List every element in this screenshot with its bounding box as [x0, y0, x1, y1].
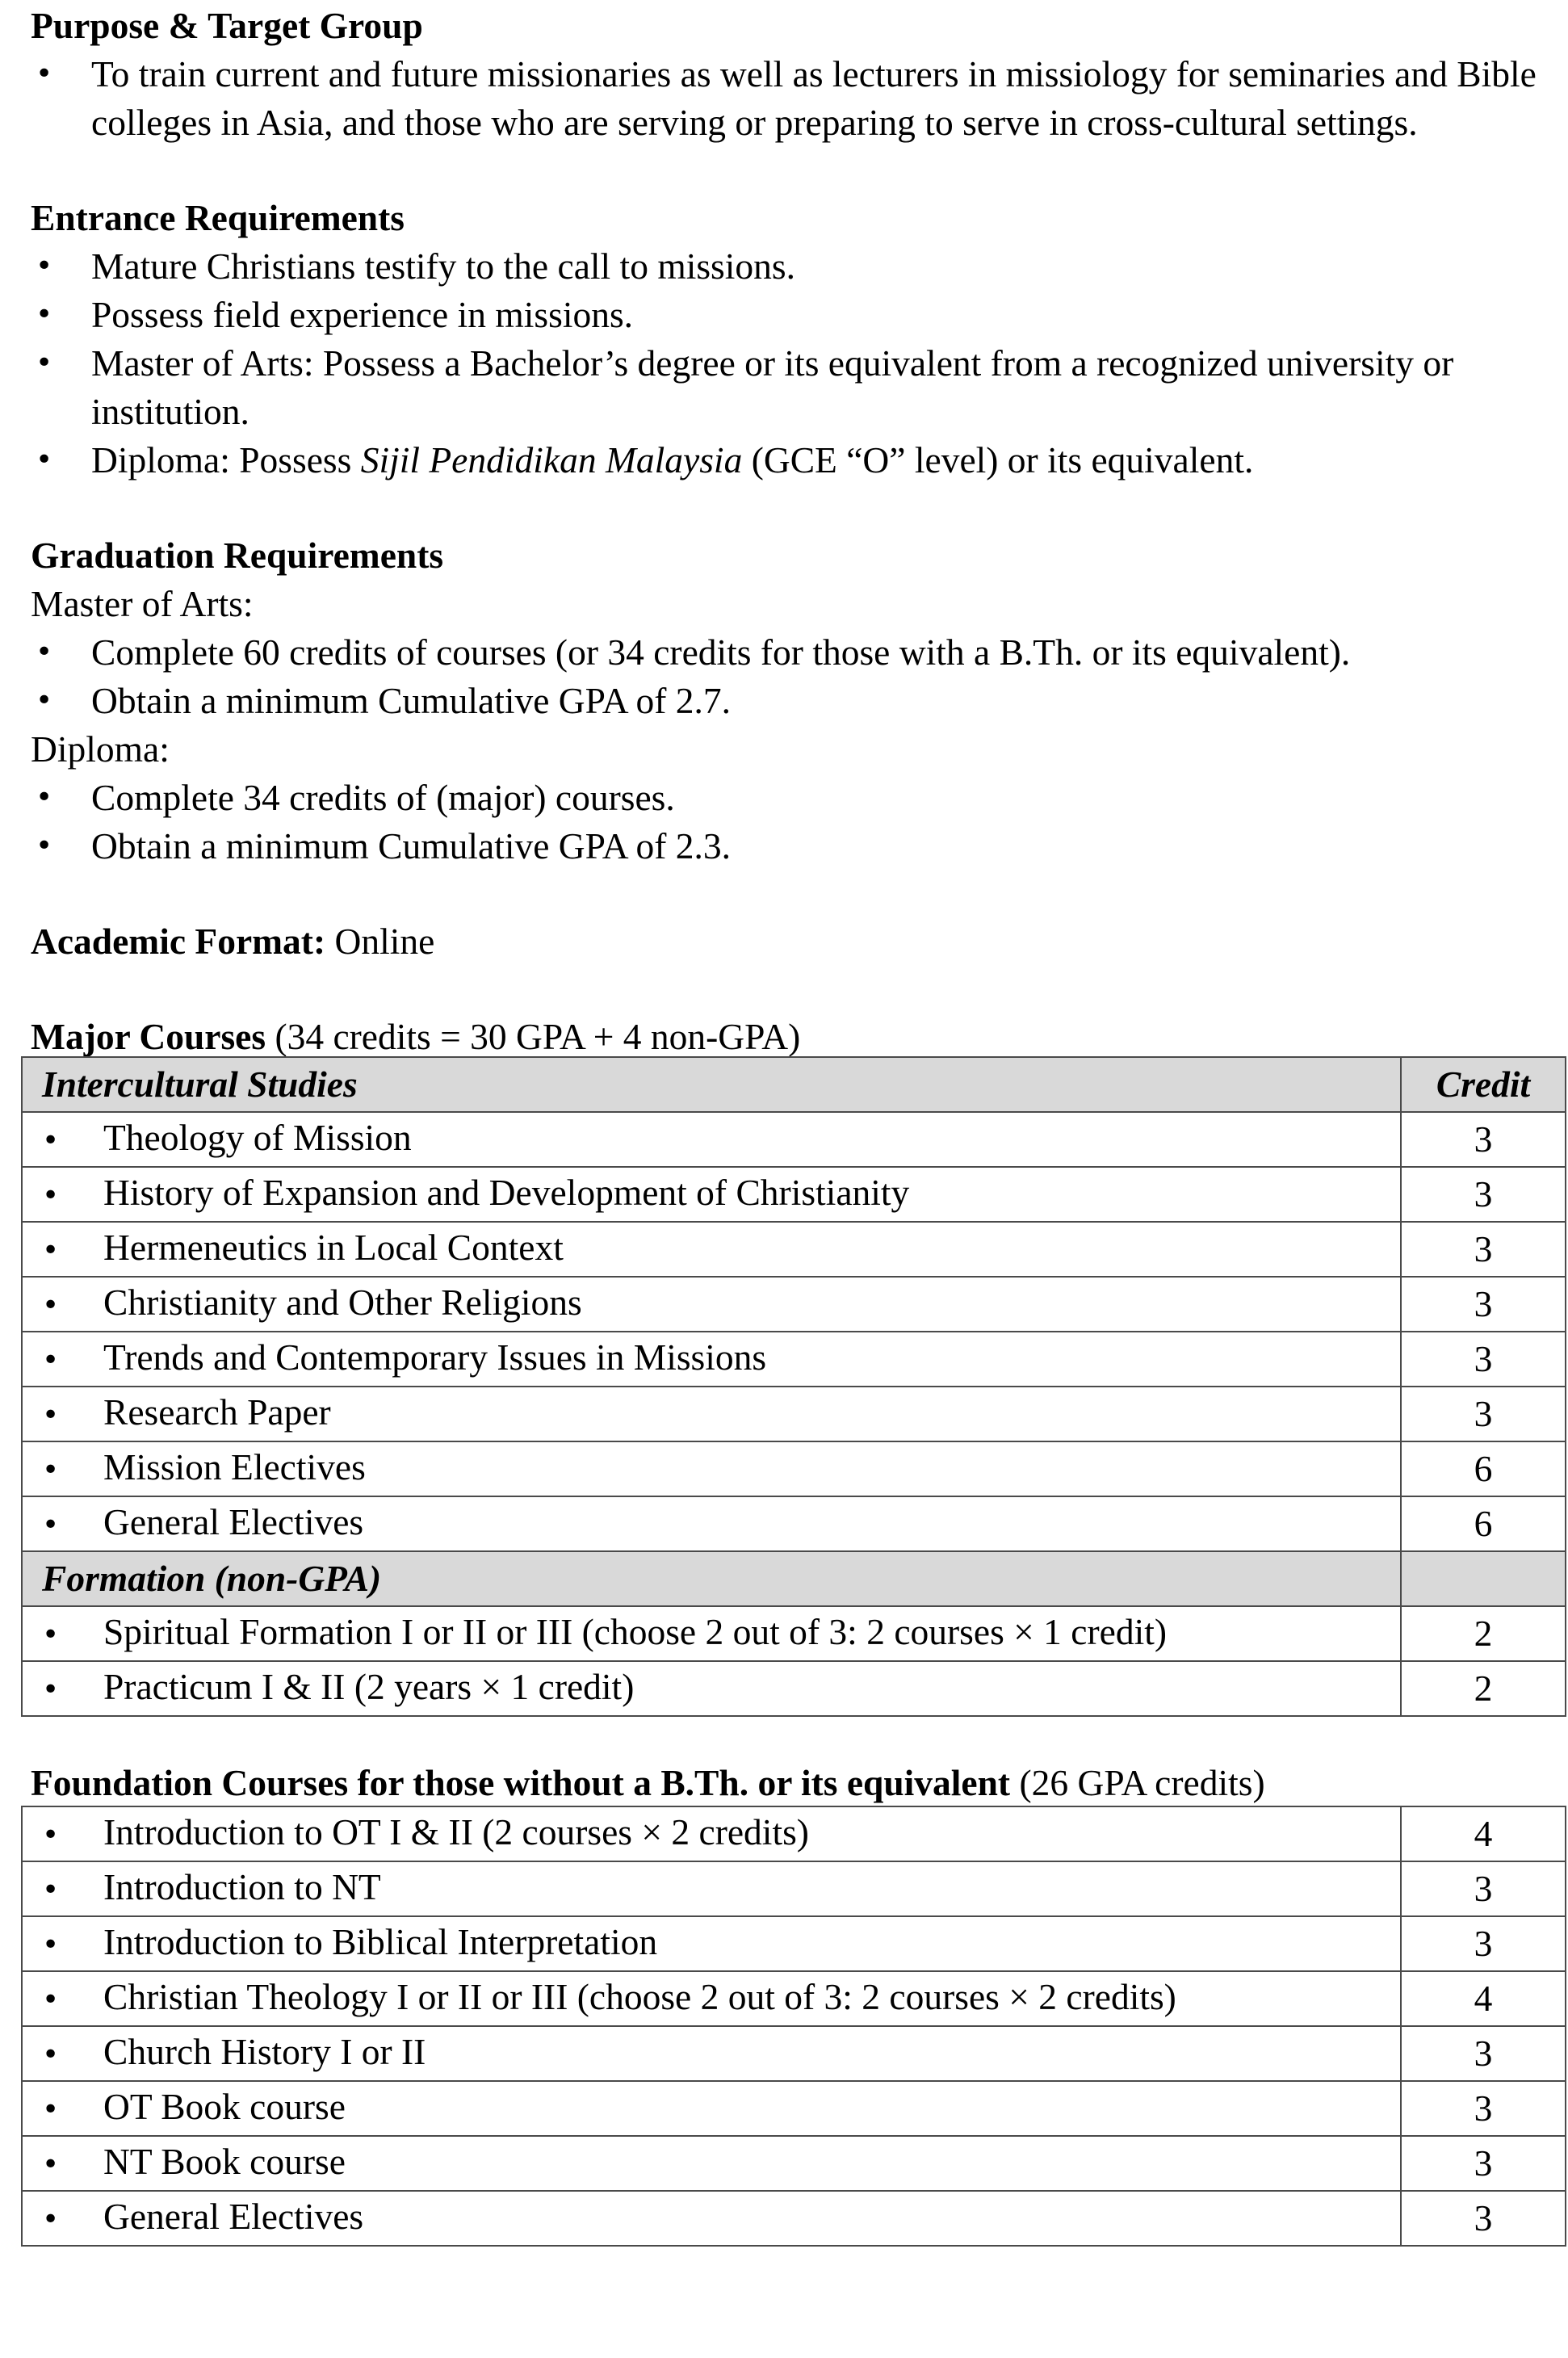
course-name: NT Book course [103, 2141, 346, 2182]
major-title-bold: Major Courses [31, 1016, 266, 1057]
course-credit: 3 [1401, 1916, 1566, 1971]
bullet-icon: • [42, 1819, 60, 1852]
bullet-icon: • [42, 1508, 60, 1542]
course-name: General Electives [103, 2196, 364, 2237]
course-credit: 4 [1401, 1806, 1566, 1861]
table-row [22, 1167, 1566, 1222]
course-credit: 6 [1401, 1496, 1566, 1551]
foundation-courses-table [21, 1806, 1566, 2247]
course-name: Introduction to Biblical Interpretation [103, 1921, 658, 1962]
course-credit: 3 [1401, 1387, 1566, 1441]
bullet-icon: • [42, 1289, 60, 1322]
table-row [22, 2026, 1566, 2081]
table-row [22, 1806, 1566, 1861]
foundation-title-bold: Foundation Courses for those without a B.Th. or its equivalent [31, 1762, 1011, 1803]
bullet-icon: • [42, 1928, 60, 1962]
graduation-heading: Graduation Requirements [31, 535, 444, 576]
purpose-heading: Purpose & Target Group [31, 5, 423, 46]
diploma-italic: Sijil Pendidikan Malaysia [360, 439, 743, 480]
list-item: • Obtain a minimum Cumulative GPA of 2.3. [31, 822, 1568, 871]
format-label: Academic Format: [31, 921, 326, 962]
table-row [22, 1277, 1566, 1332]
major-courses-table [21, 1056, 1566, 1717]
table-row [22, 1332, 1566, 1387]
bullet-icon: • [42, 1618, 60, 1651]
foundation-title-rest: (26 GPA credits) [1010, 1762, 1265, 1803]
table-row [22, 1861, 1566, 1916]
table-row [22, 1441, 1566, 1496]
ma-list [31, 628, 1568, 725]
course-name: Research Paper [103, 1391, 331, 1433]
course-name: Hermeneutics in Local Context [103, 1227, 564, 1268]
table-row [22, 1971, 1566, 2026]
diploma-prefix: Diploma: Possess [91, 439, 361, 480]
course-name: Mission Electives [103, 1446, 366, 1487]
course-name: Theology of Mission [103, 1117, 412, 1158]
purpose-list [31, 50, 1568, 147]
table-group-row [22, 1551, 1566, 1606]
bullet-icon: • [42, 2093, 60, 2126]
course-name: Spiritual Formation I or II or III (choose 2 out of 3: 2 courses × 1 credit) [103, 1611, 1168, 1652]
course-name: Church History I or II [103, 2031, 426, 2072]
table-row [22, 1222, 1566, 1277]
course-credit: 3 [1401, 2081, 1566, 2136]
purpose-section [31, 2, 1568, 147]
diploma-suffix: (GCE “O” level) or its equivalent. [742, 439, 1254, 480]
group-name: Intercultural Studies [22, 1057, 1401, 1112]
course-name: Introduction to OT I & II (2 courses × 2 credits) [103, 1811, 809, 1852]
course-name: Introduction to NT [103, 1866, 381, 1907]
course-credit: 3 [1401, 1332, 1566, 1387]
table-row [22, 2136, 1566, 2191]
list-item: • Possess field experience in missions. [31, 291, 1568, 339]
group-name: Formation (non-GPA) [22, 1551, 1401, 1606]
list-item [31, 436, 1568, 485]
bullet-icon: • [42, 2038, 60, 2071]
course-name: Trends and Contemporary Issues in Missions [103, 1336, 767, 1378]
course-name: Christianity and Other Religions [103, 1282, 582, 1323]
course-credit: 2 [1401, 1606, 1566, 1661]
diploma-list [31, 774, 1568, 871]
course-credit: 4 [1401, 1971, 1566, 2026]
bullet-icon: • [42, 1234, 60, 1267]
bullet-icon: • [42, 2203, 60, 2236]
list-item: • To train current and future missionaries as well as lecturers in missiology for seminaries and Bible colleges in Asia, and those who are serving or preparing to serve in cross-cultural settings. [31, 50, 1568, 147]
course-credit: 3 [1401, 2136, 1566, 2191]
course-credit: 2 [1401, 1661, 1566, 1716]
table-row [22, 1112, 1566, 1167]
ma-label: Master of Arts: [31, 583, 254, 624]
entrance-section [31, 194, 1568, 485]
course-credit: 3 [1401, 2026, 1566, 2081]
entrance-list [31, 242, 1568, 485]
diploma-label: Diploma: [31, 728, 170, 770]
course-credit: 3 [1401, 1112, 1566, 1167]
list-item: • Obtain a minimum Cumulative GPA of 2.7. [31, 677, 1568, 725]
major-title [31, 1013, 1568, 1061]
list-item: • Mature Christians testify to the call to missions. [31, 242, 1568, 291]
course-name: General Electives [103, 1501, 364, 1542]
table-row [22, 1387, 1566, 1441]
course-credit: 3 [1401, 1861, 1566, 1916]
document-page [31, 0, 1568, 2247]
bullet-icon: • [42, 1399, 60, 1432]
entrance-heading: Entrance Requirements [31, 197, 405, 238]
course-name: Christian Theology I or II or III (choose 2 out of 3: 2 courses × 2 credits) [103, 1976, 1176, 2017]
foundation-title [31, 1759, 1568, 1806]
table-row [22, 1606, 1566, 1661]
bullet-icon: • [42, 1673, 60, 1706]
graduation-section [31, 531, 1568, 871]
bullet-icon: • [42, 1124, 60, 1157]
course-credit: 6 [1401, 1441, 1566, 1496]
format-value: Online [325, 921, 435, 962]
list-item: • Master of Arts: Possess a Bachelor’s degree or its equivalent from a recognized university or institution. [31, 339, 1568, 436]
bullet-icon: • [42, 1179, 60, 1212]
bullet-icon: • [42, 1344, 60, 1377]
bullet-icon: • [42, 2148, 60, 2181]
course-credit: 3 [1401, 2191, 1566, 2246]
list-item: • Complete 34 credits of (major) courses. [31, 774, 1568, 822]
course-name: OT Book course [103, 2086, 346, 2127]
bullet-icon: • [42, 1873, 60, 1907]
table-row [22, 2191, 1566, 2246]
table-row [22, 1496, 1566, 1551]
credit-header: Credit [1401, 1057, 1566, 1112]
course-credit: 3 [1401, 1277, 1566, 1332]
bullet-icon: • [42, 1983, 60, 2016]
table-row [22, 1661, 1566, 1716]
academic-format [31, 917, 1568, 966]
list-item: • Complete 60 credits of courses (or 34 credits for those with a B.Th. or its equivalent). [31, 628, 1568, 677]
table-group-row [22, 1057, 1566, 1112]
course-name: Practicum I & II (2 years × 1 credit) [103, 1666, 635, 1707]
course-credit: 3 [1401, 1167, 1566, 1222]
bullet-icon: • [42, 1454, 60, 1487]
major-title-rest: (34 credits = 30 GPA + 4 non-GPA) [266, 1016, 801, 1057]
table-row [22, 1916, 1566, 1971]
course-credit: 3 [1401, 1222, 1566, 1277]
course-name: History of Expansion and Development of Christianity [103, 1172, 910, 1213]
table-row [22, 2081, 1566, 2136]
